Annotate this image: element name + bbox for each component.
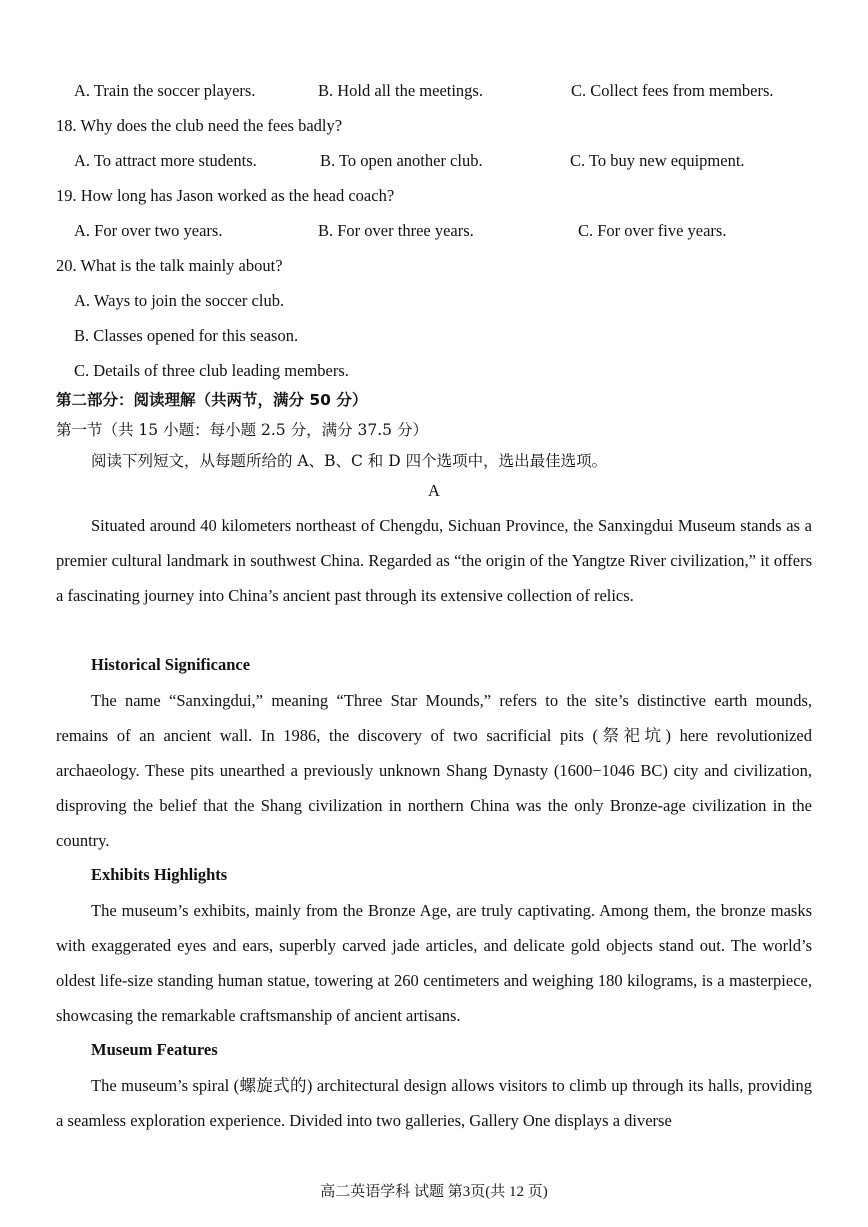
q20-option-a: A. Ways to join the soccer club. xyxy=(74,291,285,310)
part2-title: 第二部分：阅读理解（共两节，满分 50 分） xyxy=(56,391,368,409)
heading-museum-features: Museum Features xyxy=(91,1040,218,1059)
paragraph-features: The museum’s spiral (螺旋式的) architectural design allows visitors to climb up through its halls, providing a seamless exploration experience. Divided into two galleries, Gallery One displays a diverse xyxy=(56,1076,812,1130)
q19-option-c: C. For over five years. xyxy=(578,221,727,240)
q17-option-b: B. Hold all the meetings. xyxy=(318,81,483,100)
reading-instruction: 阅读下列短文，从每题所给的 A、B、C 和 D 四个选项中，选出最佳选项。 xyxy=(91,452,608,470)
q18-option-c: C. To buy new equipment. xyxy=(570,151,745,170)
q17-option-c: C. Collect fees from members. xyxy=(571,81,774,100)
passage-letter: A xyxy=(428,481,440,500)
q18-option-a: A. To attract more students. xyxy=(74,151,257,170)
q17-option-a: A. Train the soccer players. xyxy=(74,81,256,100)
q19-option-b: B. For over three years. xyxy=(318,221,474,240)
passage-intro: Situated around 40 kilometers northeast of Chengdu, Sichuan Province, the Sanxingdui Museum stands as a premier cultural landmark in southwest China. Regarded as “the origin of the Yangtze River civilization,” it offers a fascinating journey into China’s ancient past through its extensive collection of relics. xyxy=(56,516,812,605)
q19-option-a: A. For over two years. xyxy=(74,221,223,240)
heading-exhibits-highlights: Exhibits Highlights xyxy=(91,865,228,884)
section1-header: 第一节（共 15 小题：每小题 2.5 分，满分 37.5 分） xyxy=(56,421,428,439)
heading-historical-significance: Historical Significance xyxy=(91,655,251,674)
paragraph-exhibits: The museum’s exhibits, mainly from the Bronze Age, are truly captivating. Among them, the bronze masks with exaggerated eyes and ears, superbly carved jade articles, and delicate gold objects stand out. The world’s oldest life-size standing human statue, towering at 260 centimeters and weighing 180 kilograms, is a masterpiece, showcasing the remarkable craftsmanship of ancient artisans. xyxy=(56,901,812,1025)
q20-option-b: B. Classes opened for this season. xyxy=(74,326,299,345)
paragraph-historical: The name “Sanxingdui,” meaning “Three Star Mounds,” refers to the site’s distinctive earth mounds, remains of an ancient wall. In 1986, the discovery of two sacrificial pits (祭祀坑) here revolutionized archaeology. These pits unearthed a previously unknown Shang Dynasty (1600−1046 BC) city and civilization, disproving the belief that the Shang civilization in northern China was the only Bronze-age civilization in the country. xyxy=(56,691,812,850)
q18-option-b: B. To open another club. xyxy=(320,151,483,170)
q18-question: 18. Why does the club need the fees badly? xyxy=(56,116,343,135)
q20-option-c: C. Details of three club leading members. xyxy=(74,361,349,380)
page-footer: 高二英语学科 试题 第3页(共 12 页) xyxy=(320,1184,548,1200)
q19-question: 19. How long has Jason worked as the head coach? xyxy=(56,186,395,205)
q20-question: 20. What is the talk mainly about? xyxy=(56,256,283,275)
